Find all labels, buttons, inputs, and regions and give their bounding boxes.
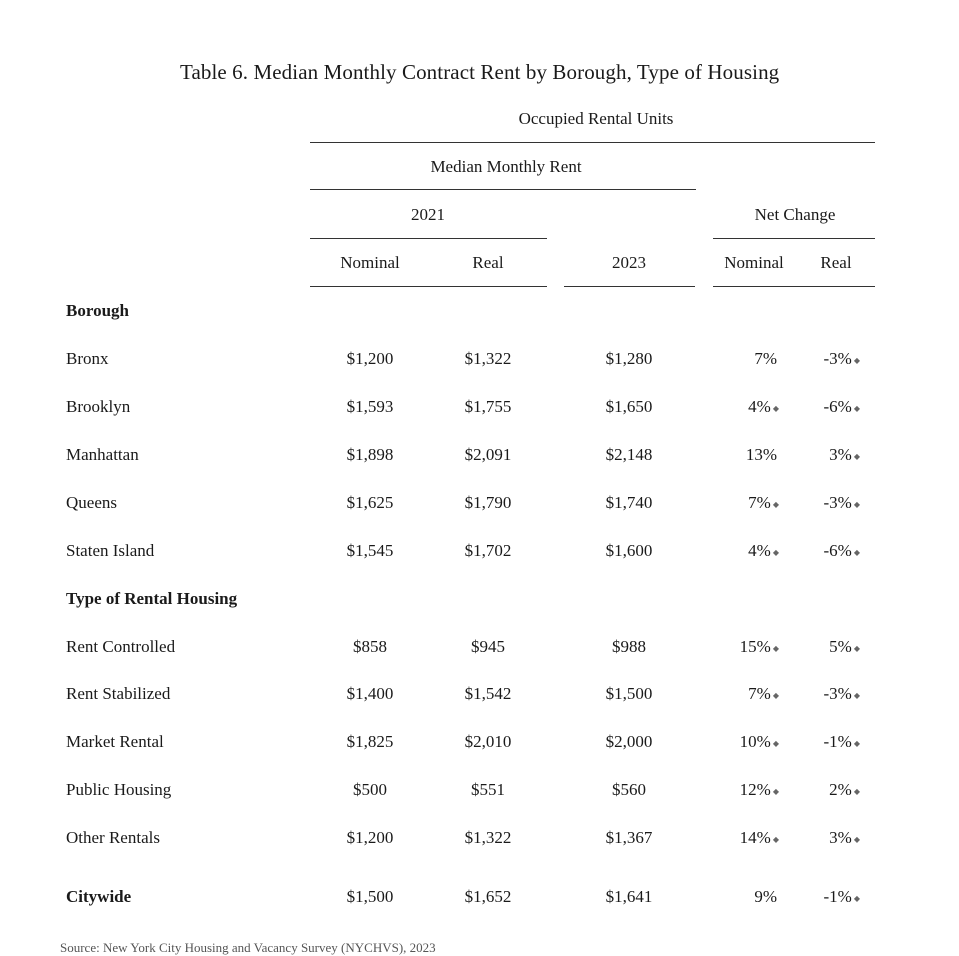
cell-2021-real: $1,542 xyxy=(464,684,512,703)
significance-diamond-icon: ◆ xyxy=(772,643,779,653)
header-year-2023: 2023 xyxy=(612,253,646,272)
row-label: Queens xyxy=(66,493,117,512)
significance-diamond-icon: ◆ xyxy=(853,786,860,796)
cell-2021-nominal: $1,825 xyxy=(346,732,394,751)
significance-diamond-icon: ◆ xyxy=(853,690,860,700)
row-label: Manhattan xyxy=(66,445,139,464)
cell-2023: $1,740 xyxy=(605,493,653,512)
cell-net-nominal xyxy=(748,493,779,513)
header-nominal-2021: Nominal xyxy=(340,253,400,272)
significance-diamond-icon: ◆ xyxy=(772,403,779,413)
cell-2021-nominal: $1,200 xyxy=(346,828,394,847)
significance-diamond-icon: ◆ xyxy=(853,499,860,509)
cell-net-nominal xyxy=(754,887,779,907)
percent-value: 10% xyxy=(739,732,771,751)
cell-2023: $1,600 xyxy=(605,541,653,560)
significance-diamond-icon: ◆ xyxy=(772,690,779,700)
cell-2023: $1,500 xyxy=(605,684,653,703)
cell-net-real xyxy=(824,349,860,369)
row-label: Brooklyn xyxy=(66,397,131,416)
cell-net-real xyxy=(829,828,860,848)
cell-2021-real: $1,755 xyxy=(464,397,512,416)
significance-diamond-icon: ◆ xyxy=(853,738,860,748)
cell-2021-nominal: $1,545 xyxy=(346,541,394,560)
cell-2023: $1,650 xyxy=(605,397,653,416)
row-label-citywide: Citywide xyxy=(66,887,132,906)
row-label: Other Rentals xyxy=(66,828,160,847)
significance-diamond-icon: ◆ xyxy=(853,403,860,413)
percent-value: -6% xyxy=(823,397,852,416)
header-real-2021: Real xyxy=(472,253,504,272)
cell-2023: $988 xyxy=(612,637,646,656)
significance-diamond-icon: ◆ xyxy=(772,834,779,844)
percent-value: -3% xyxy=(823,349,852,368)
percent-value: 12% xyxy=(739,780,771,799)
header-net-nominal: Nominal xyxy=(724,253,784,272)
cell-2021-nominal: $858 xyxy=(353,637,387,656)
cell-2023: $1,367 xyxy=(605,828,653,847)
percent-value: 7% xyxy=(748,684,771,703)
cell-2021-real: $1,322 xyxy=(464,349,512,368)
cell-2021-real: $551 xyxy=(471,780,505,799)
header-occupied-rental-units: Occupied Rental Units xyxy=(518,109,674,128)
percent-value: 15% xyxy=(739,637,771,656)
cell-net-nominal xyxy=(746,445,779,465)
cell-2021-nominal: $1,200 xyxy=(346,349,394,368)
significance-diamond-icon: ◆ xyxy=(772,786,779,796)
row-label: Staten Island xyxy=(66,541,155,560)
percent-value: 14% xyxy=(739,828,771,847)
cell-net-nominal xyxy=(748,397,779,417)
cell-2021-real: $2,091 xyxy=(464,445,512,464)
section-label-borough: Borough xyxy=(66,301,129,320)
cell-net-nominal xyxy=(740,637,779,657)
cell-net-real xyxy=(824,887,860,907)
cell-net-real xyxy=(829,780,860,800)
percent-value: -6% xyxy=(823,541,852,560)
cell-net-real xyxy=(824,397,860,417)
cell-2021-nominal: $1,400 xyxy=(346,684,394,703)
significance-diamond-icon: ◆ xyxy=(772,738,779,748)
significance-diamond-icon: ◆ xyxy=(853,451,860,461)
cell-2023: $2,148 xyxy=(605,445,653,464)
cell-2023: $1,641 xyxy=(605,887,653,906)
percent-value: 3% xyxy=(829,445,852,464)
cell-2021-nominal: $1,500 xyxy=(346,887,394,906)
source-note: Source: New York City Housing and Vacancy Survey (NYCHVS), 2023 xyxy=(60,940,436,955)
cell-net-real xyxy=(829,445,860,465)
percent-value: 13% xyxy=(745,445,777,464)
percent-value: 2% xyxy=(829,780,852,799)
cell-2023: $560 xyxy=(612,780,646,799)
significance-diamond-icon: ◆ xyxy=(853,834,860,844)
cell-net-real xyxy=(824,684,860,704)
cell-2021-real: $1,322 xyxy=(464,828,512,847)
percent-value: 7% xyxy=(748,493,771,512)
percent-value: 7% xyxy=(754,349,777,368)
percent-value: 3% xyxy=(829,828,852,847)
row-label: Rent Controlled xyxy=(66,637,176,656)
header-year-2021: 2021 xyxy=(411,205,445,224)
cell-2021-real: $945 xyxy=(471,637,505,656)
significance-diamond-icon: ◆ xyxy=(853,643,860,653)
percent-value: 4% xyxy=(748,397,771,416)
row-label: Bronx xyxy=(66,349,109,368)
cell-net-nominal xyxy=(748,684,779,704)
significance-diamond-icon: ◆ xyxy=(853,355,860,365)
cell-net-nominal xyxy=(740,828,779,848)
significance-diamond-icon: ◆ xyxy=(772,547,779,557)
section-label-type-of-rental-housing: Type of Rental Housing xyxy=(66,589,238,608)
significance-diamond-icon: ◆ xyxy=(772,499,779,509)
header-rule xyxy=(310,286,547,287)
cell-2021-nominal: $1,898 xyxy=(346,445,394,464)
significance-diamond-icon: ◆ xyxy=(853,547,860,557)
percent-value: 4% xyxy=(748,541,771,560)
header-rule xyxy=(713,238,875,239)
header-rule xyxy=(310,238,547,239)
cell-2021-real: $1,652 xyxy=(464,887,512,906)
significance-diamond-icon: ◆ xyxy=(853,893,860,903)
row-label: Public Housing xyxy=(66,780,172,799)
cell-2023: $1,280 xyxy=(605,349,653,368)
cell-net-real xyxy=(824,732,860,752)
cell-net-real xyxy=(829,637,860,657)
percent-value: 5% xyxy=(829,637,852,656)
cell-2021-nominal: $1,593 xyxy=(346,397,394,416)
row-label: Market Rental xyxy=(66,732,164,751)
cell-net-nominal xyxy=(740,732,779,752)
cell-2021-real: $2,010 xyxy=(464,732,512,751)
header-rule xyxy=(310,189,696,190)
cell-net-real xyxy=(824,541,860,561)
cell-net-real xyxy=(824,493,860,513)
cell-net-nominal xyxy=(748,541,779,561)
cell-net-nominal xyxy=(754,349,779,369)
cell-2023: $2,000 xyxy=(605,732,653,751)
percent-value: -1% xyxy=(823,732,852,751)
percent-value: 9% xyxy=(754,887,777,906)
row-label: Rent Stabilized xyxy=(66,684,171,703)
cell-2021-nominal: $1,625 xyxy=(346,493,394,512)
cell-2021-real: $1,702 xyxy=(464,541,512,560)
cell-net-nominal xyxy=(740,780,779,800)
cell-2021-real: $1,790 xyxy=(464,493,512,512)
header-net-real: Real xyxy=(820,253,852,272)
header-rule xyxy=(713,286,875,287)
header-net-change: Net Change xyxy=(754,205,836,224)
header-rule xyxy=(564,286,695,287)
header-median-monthly-rent: Median Monthly Rent xyxy=(430,157,582,176)
header-rule xyxy=(310,142,875,143)
percent-value: -3% xyxy=(823,493,852,512)
percent-value: -1% xyxy=(823,887,852,906)
table-title: Table 6. Median Monthly Contract Rent by Borough, Type of Housing xyxy=(180,60,780,84)
cell-2021-nominal: $500 xyxy=(353,780,387,799)
percent-value: -3% xyxy=(823,684,852,703)
